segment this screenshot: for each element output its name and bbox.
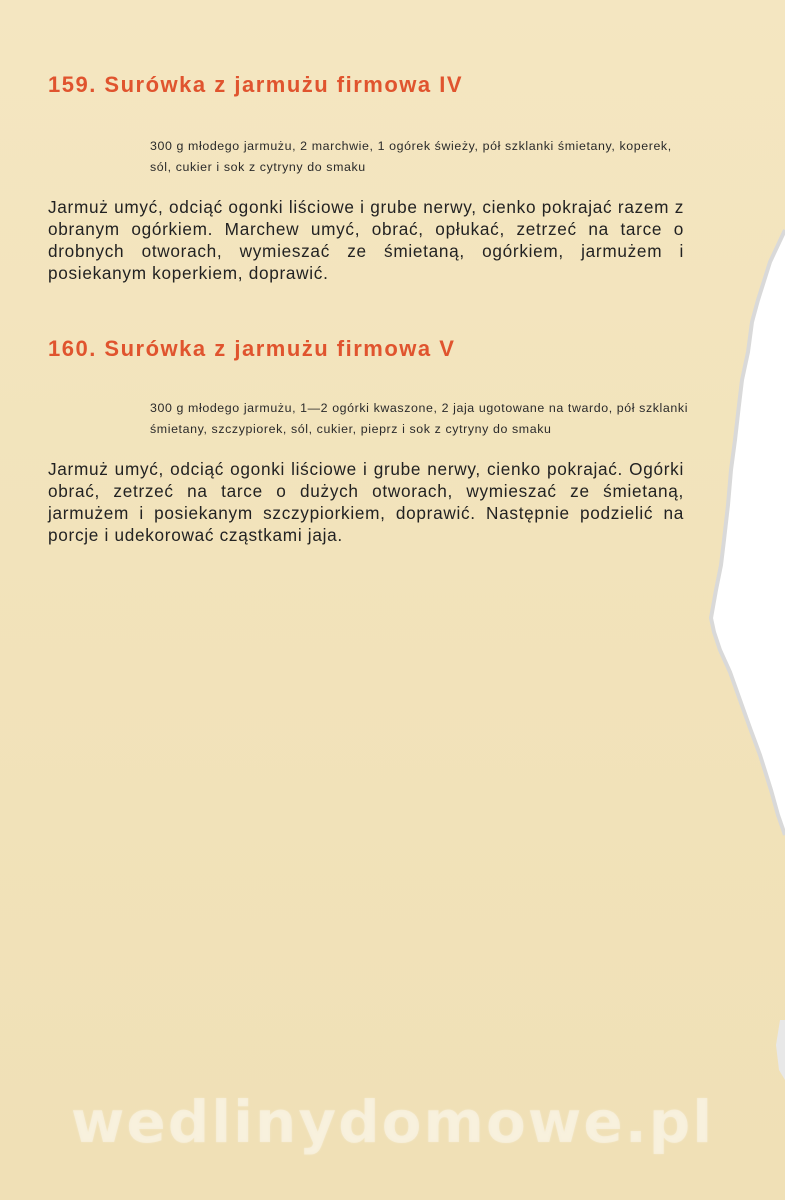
recipe-method: Jarmuż umyć, odciąć ogonki liściowe i grube nerwy, cienko pokrajać razem z obranym ogórkiem. Marchew umyć, obrać, opłukać, zetrzeć na tarce o drobnych otworach, wymieszać ze śmietaną, ogórkiem, jarmużem i posiekanym koperkiem, doprawić.	[48, 197, 684, 283]
recipe-160	[48, 336, 688, 546]
watermark: wedlinydomowe.pl	[70, 1088, 715, 1156]
recipe-ingredients: 300 g młodego jarmużu, 2 marchwie, 1 ogórek świeży, pół szklanki śmietany, koperek, sól, cukier i sok z cytryny do smaku	[150, 139, 672, 174]
recipe-method: Jarmuż umyć, odciąć ogonki liściowe i grube nerwy, cienko pokrajać. Ogórki obrać, zetrzeć na tarce o dużych otworach, wymieszać ze śmietaną, jarmużem i posiekanym szczypiorkiem, doprawić. Następnie podzielić na porcje i udekorować cząstkami jaja.	[48, 459, 684, 545]
recipe-159	[48, 72, 688, 284]
recipe-title: 160. Surówka z jarmużu firmowa V	[48, 336, 456, 361]
recipe-ingredients: 300 g młodego jarmużu, 1—2 ogórki kwaszone, 2 jaja ugotowane na twardo, pół szklanki śmietany, szczypiorek, sól, cukier, pieprz i sok z cytryny do smaku	[150, 401, 689, 436]
recipe-title: 159. Surówka z jarmużu firmowa IV	[48, 72, 464, 97]
